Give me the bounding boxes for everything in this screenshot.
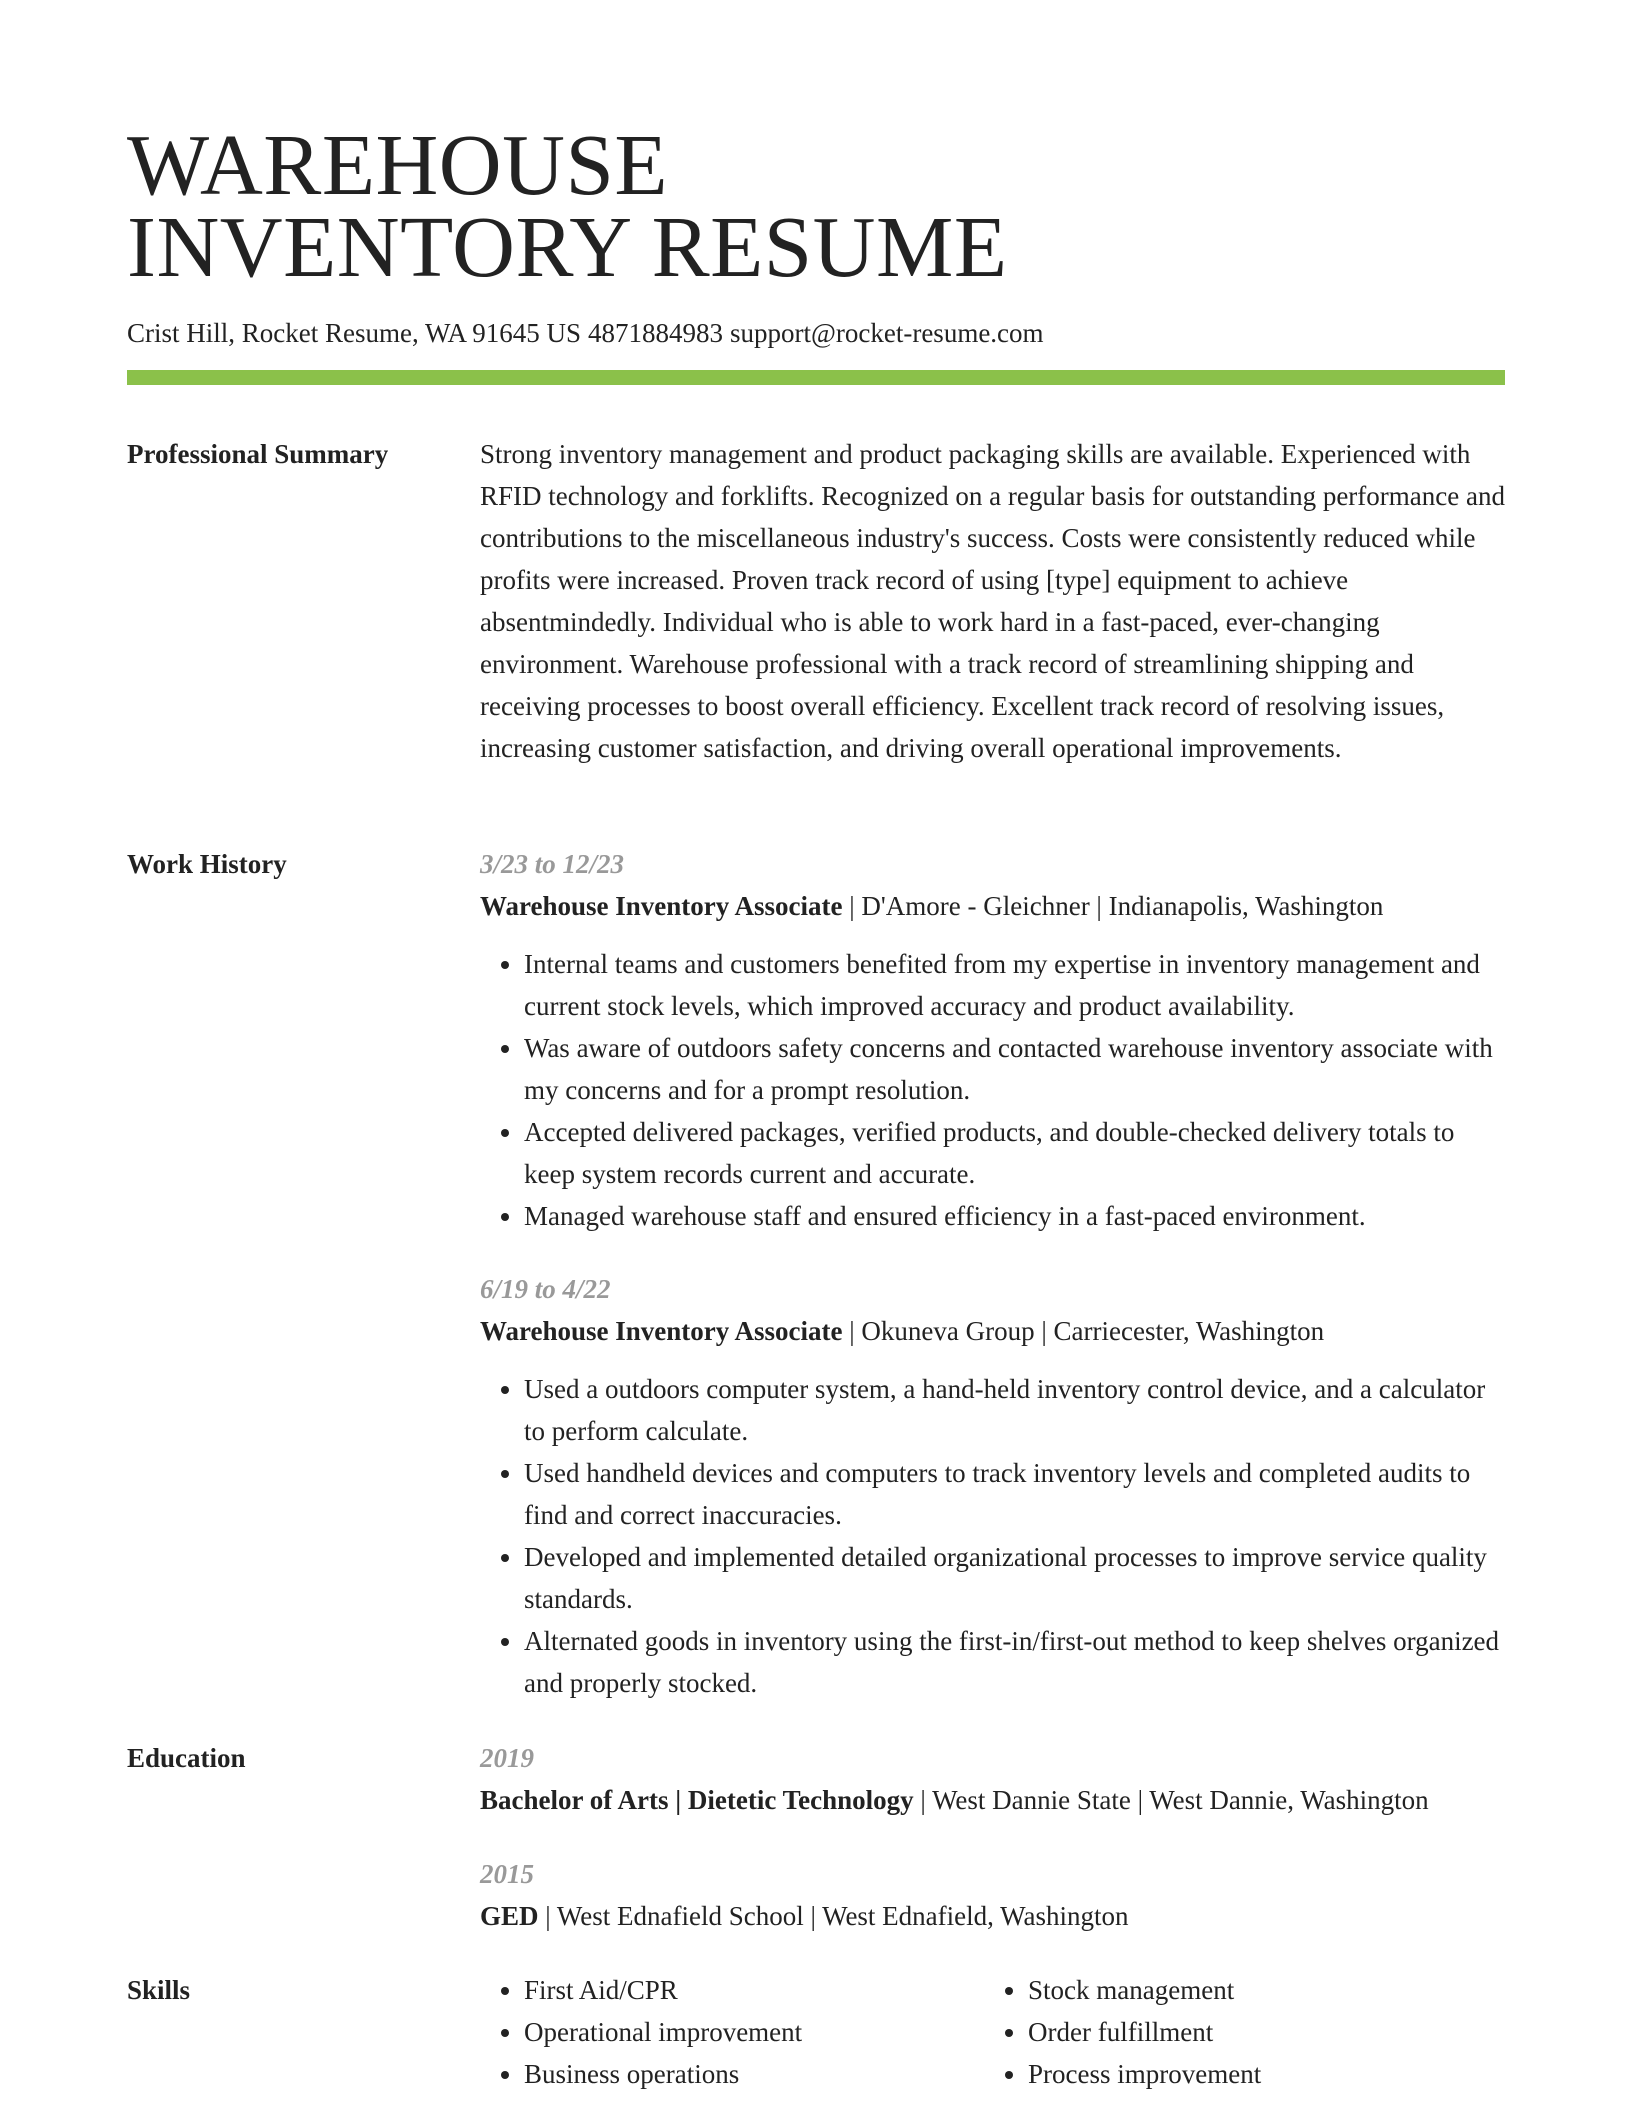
job-details: | D'Amore - Gleichner | Indianapolis, Washington [842,891,1384,921]
skills-list-left [480,1969,984,2095]
summary-text: Strong inventory management and product packaging skills are available. Experienced with RFID technology and forklifts. Recognized on a regular basis for outstanding performance and contributions to the miscellaneous industry's success. Costs were consistently reduced while profits were increased. Proven track record of using [type] equipment to achieve absentmindedly. Individual who is able to work hard in a fast-paced, ever-changing environment. Warehouse professional with a track record of streamlining shipping and receiving processes to boost overall efficiency. Excellent track record of resolving issues, increasing customer satisfaction, and driving overall operational improvements. [480,439,1505,763]
job-bullet: • Was aware of outdoors safety concerns and contacted warehouse inventory associate with my concerns and for a prompt resolution. [524,1027,1506,1111]
job-bullet: • Accepted delivered packages, verified products, and double-checked delivery totals to keep system records current and accurate. [524,1111,1506,1195]
job-heading [480,885,1506,927]
job-details: | Okuneva Group | Carriecester, Washington [842,1316,1325,1346]
job-bullet: • Internal teams and customers benefited from my expertise in inventory management and current stock levels, which improved accuracy and product availability. [524,943,1506,1027]
contact-address: Crist Hill, Rocket Resume, WA 91645 US [127,318,582,348]
job-bullet: • Developed and implemented detailed organizational processes to improve service quality standards. [524,1536,1506,1620]
education-heading [480,1779,1506,1821]
job-entry [480,843,1506,1237]
skill-item: • Stock management [1028,1969,1488,2011]
job-bullet: • Managed warehouse staff and ensured efficiency in a fast-paced environment. [524,1195,1506,1237]
skill-item: • Process improvement [1028,2053,1488,2095]
skills-list-right [984,1969,1488,2095]
education-year: 2019 [480,1743,534,1773]
contact-line [127,313,1051,353]
education-entry [480,1853,1506,1937]
education-label: Education [127,1743,246,1773]
summary-label: Professional Summary [127,439,389,469]
skills-columns [480,1969,1506,2095]
skills-section [480,1969,1506,2095]
education-heading [480,1895,1506,1937]
job-dates: 3/23 to 12/23 [480,849,625,879]
accent-divider [127,370,1505,385]
skill-item: • Operational improvement [524,2011,984,2053]
work-history-label: Work History [127,849,287,879]
skill-item: • First Aid/CPR [524,1969,984,2011]
education-details: | West Dannie State | West Dannie, Washington [913,1785,1429,1815]
summary-section [480,433,1506,769]
job-bullet: • Used a outdoors computer system, a hand-held inventory control device, and a calculator to perform calculate. [524,1368,1506,1452]
title-line-2: INVENTORY RESUME [127,198,1008,295]
job-bullet: • Used handheld devices and computers to track inventory levels and completed audits to find and correct inaccuracies. [524,1452,1506,1536]
skills-label: Skills [127,1975,191,2005]
education-details: | West Ednafield School | West Ednafield, Washington [538,1901,1129,1931]
education-degree: GED [480,1901,539,1931]
title-line-1: WAREHOUSE [127,116,668,213]
contact-phone: 4871884983 [588,318,724,348]
job-heading [480,1310,1506,1352]
resume-title [127,116,1505,295]
education-entry [480,1737,1506,1821]
job-title: Warehouse Inventory Associate [480,1316,843,1346]
job-entry [480,1268,1506,1704]
skill-item: • Business operations [524,2053,984,2095]
job-bullets [480,943,1506,1237]
education-degree: Bachelor of Arts | Dietetic Technology [480,1785,914,1815]
skill-item: • Order fulfillment [1028,2011,1488,2053]
job-dates: 6/19 to 4/22 [480,1274,611,1304]
contact-email: support@rocket-resume.com [730,318,1044,348]
education-year: 2015 [480,1859,534,1889]
job-bullet: • Alternated goods in inventory using the first-in/first-out method to keep shelves organized and properly stocked. [524,1620,1506,1704]
job-bullets [480,1368,1506,1704]
job-title: Warehouse Inventory Associate [480,891,843,921]
